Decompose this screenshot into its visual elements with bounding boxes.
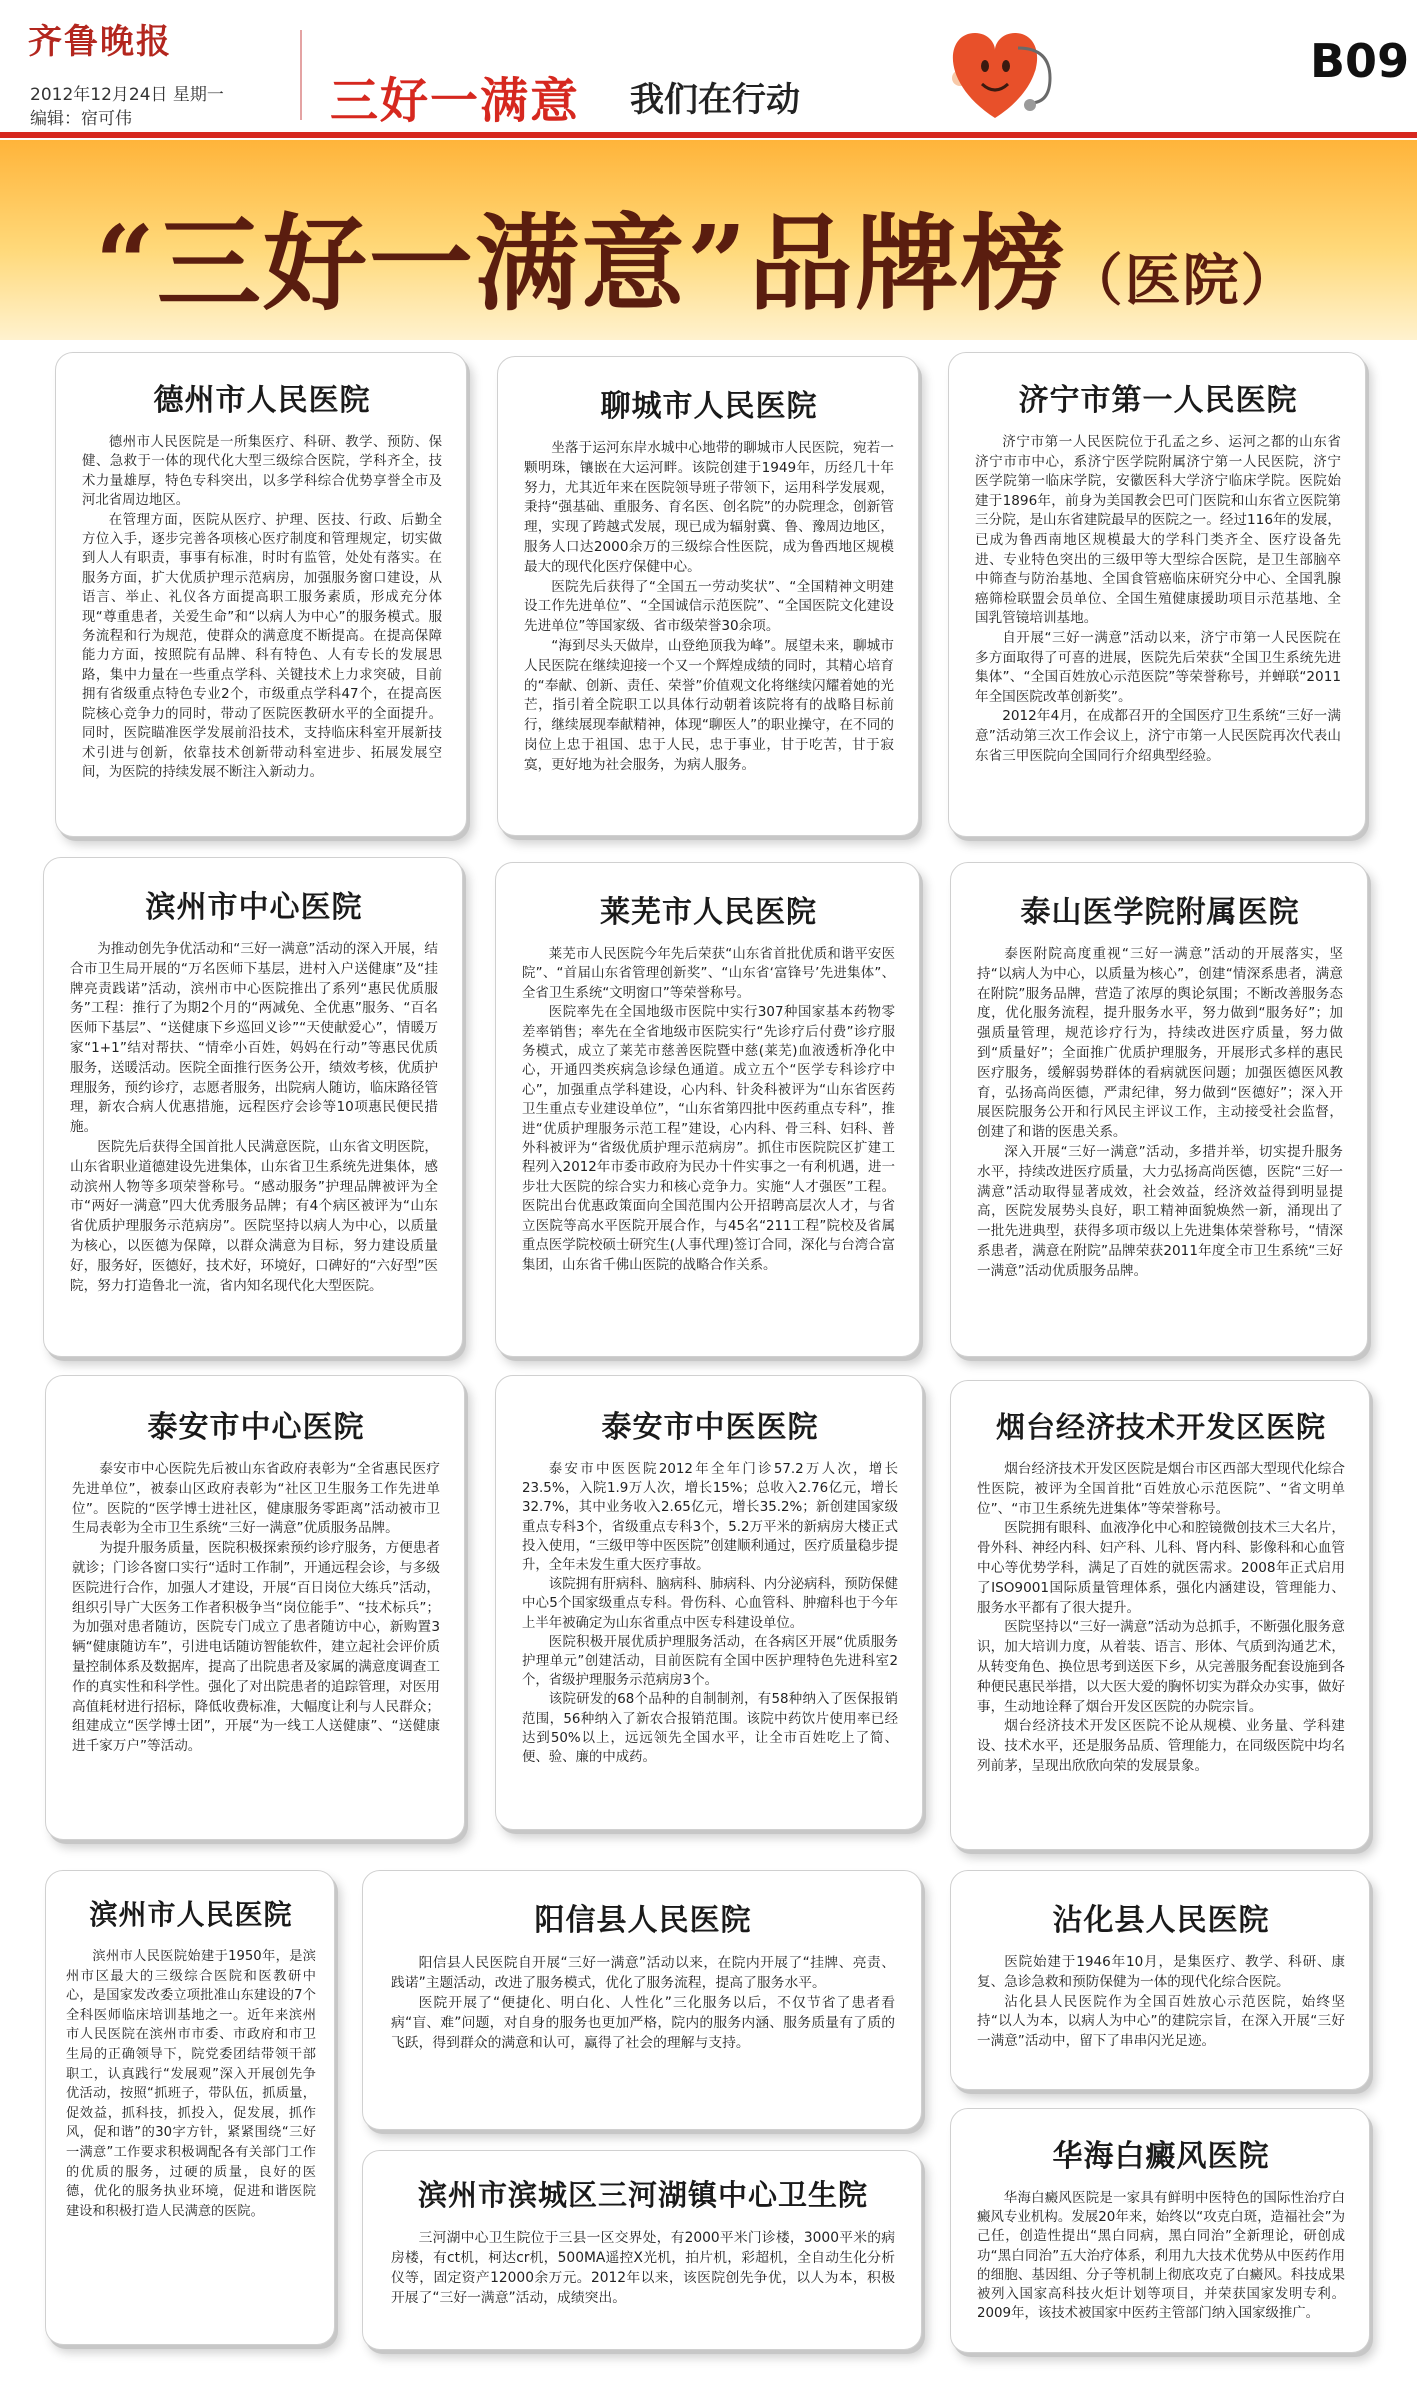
hospital-description <box>66 1947 316 2221</box>
hospital-paragraph: 该院研发的68个品种的自制制剂，有58种纳入了医保报销范围，56种纳入了新农合报销范围。该院中药饮片使用率已经达到50%以上，远远领先全国水平，让全市百姓吃上了简、便、验、廉的中成药。 <box>522 1692 898 1766</box>
hospital-paragraph: 医院积极开展优质护理服务活动，在各病区开展“优质服务护理单元”创建活动，目前医院有全国中医护理特色先进科室2个，省级护理服务示范病房3个。 <box>522 1634 898 1689</box>
hospital-paragraph: 济宁市第一人民医院位于孔孟之乡、运河之都的山东省济宁市市中心，系济宁医学院附属济宁第一人民医院，济宁医学院第一临床学院，安徽医科大学济宁临床学院。医院始建于1896年，前身为美国教会巴可门医院和山东省立医院第三分院，是山东省建院最早的医院之一。经过116年的发展，已成为鲁西南地区规模最大的学科门类齐全、医疗设备先进、专业特色突出的三级甲等大型综合医院，是卫生部脑卒中筛查与防治基地、全国食管癌临床研究分中心、全国乳腺癌筛检联盟会员单位、全国生殖健康援助项目示范基地、全国乳管镜培训基地。 <box>975 434 1341 627</box>
hospital-card <box>45 1375 465 1840</box>
page-title-sub: （医院） <box>1066 248 1299 314</box>
hospital-name: 德州市人民医院 <box>153 383 371 418</box>
hospital-card <box>55 352 467 837</box>
hospital-card <box>950 1870 1370 2090</box>
hospital-name: 济宁市第一人民医院 <box>1018 383 1298 418</box>
hospital-name: 滨州市滨城区三河湖镇中心卫生院 <box>417 2178 868 2212</box>
campaign-slogan-secondary: 我们在行动 <box>630 80 800 120</box>
hospital-paragraph: 烟台经济技术开发区医院是烟台市区西部大型现代化综合性医院，被评为全国首批“百姓放心示范医院”、“省文明单位”、“市卫生系统先进集体”等荣誉称号。 <box>977 1461 1345 1517</box>
hospital-card <box>950 2108 1370 2353</box>
hospital-card <box>950 1380 1370 1850</box>
hospital-description <box>975 433 1341 766</box>
hospital-paragraph: 医院开展了“便捷化、明白化、人性化”三化服务以后，不仅节省了患者看病“盲、难”问题，对自身的服务也更加严格，院内的服务内涵、服务质量有了质的飞跃，得到群众的满意和认可，赢得了社会的理解与支持。 <box>391 1995 895 2051</box>
header-divider <box>300 30 302 120</box>
hospital-name: 莱芜市人民医院 <box>600 895 817 930</box>
hospital-name: 泰安市中心医院 <box>147 1410 365 1445</box>
hospital-paragraph: 深入开展“三好一满意”活动，多措并举，切实提升服务水平，持续改进医疗质量，大力弘扬高尚医德，医院“三好一满意”活动取得显著成效，社会效益，经济效益得到明显提高，医院发展势头良好，职工精神面貌焕然一新，涌现出了一批先进典型，获得多项市级以上先进集体荣誉称号，“情深系患者，满意在附院”品牌荣获2011年度全市卫生系统“三好一满意”活动优质服务品牌。 <box>977 1143 1343 1279</box>
page-title-main: “三好一满意”品牌榜 <box>95 202 1067 325</box>
hospital-card <box>495 862 920 1357</box>
hospital-name: 泰安市中医医院 <box>601 1410 819 1445</box>
hospital-paragraph: 医院始建于1946年10月，是集医疗、教学、科研、康复、急诊急救和预防保健为一体的现代化综合医院。 <box>977 1954 1345 1990</box>
hospital-description <box>72 1460 440 1757</box>
hospital-description <box>522 1460 898 1767</box>
hospital-description <box>977 2189 1345 2323</box>
hospital-name: 聊城市人民医院 <box>600 389 818 424</box>
hospital-paragraph: 泰安市中心医院先后被山东省政府表彰为“全省惠民医疗先进单位”，被泰山区政府表彰为“社区卫生服务工作先进单位”。医院的“医学博士进社区，健康服务零距离”活动被市卫生局表彰为全市卫生系统“三好一满意”优质服务品牌。 <box>72 1461 440 1537</box>
hospital-name: 阳信县人民医院 <box>534 1903 752 1938</box>
hospital-name: 烟台经济技术开发区医院 <box>995 1410 1326 1444</box>
hospital-name: 滨州市人民医院 <box>89 1898 293 1931</box>
hospital-card <box>362 1870 922 2130</box>
hospital-paragraph: 自开展“三好一满意”活动以来，济宁市第一人民医院在多方面取得了可喜的进展，医院先后荣获“全国卫生系统先进集体”、“全国百姓放心示范医院”等荣誉称号，并蝉联“2011年全国医院改革创新奖”。 <box>975 629 1341 705</box>
hospital-description <box>524 439 894 776</box>
hospital-description <box>977 945 1343 1282</box>
hospital-paragraph: 德州市人民医院是一所集医疗、科研、教学、预防、保健、急救于一体的现代化大型三级综合医院，学科齐全，技术力量雄厚，特色专科突出，以多学科综合优势享誉全市及河北省周边地区。 <box>82 435 442 509</box>
hospital-description <box>70 940 438 1296</box>
hospital-card <box>950 862 1368 1357</box>
hospital-card <box>362 2150 922 2350</box>
issue-date: 2012年12月24日 星期一 <box>30 85 224 105</box>
campaign-slogan: 三好一满意 <box>330 73 581 129</box>
hospital-paragraph: “海到尽头天做岸，山登绝顶我为峰”。展望未来，聊城市人民医院在继续迎接一个又一个辉煌成绩的同时，其精心培育的“奉献、创新、责任、荣誉”价值观文化将继续闪耀着她的光芒，指引着全院职工以具体行动朝着该院将有的战略目标前行，继续展现奉献精神，体现“聊医人”的职业操守，在不同的岗位上忠于祖国、忠于人民，忠于事业，甘于吃苦，甘于寂寞，更好地为社会服务，为病人服务。 <box>524 637 894 773</box>
hospital-paragraph: 坐落于运河东岸水城中心地带的聊城市人民医院，宛若一颗明珠，镶嵌在大运河畔。该院创建于1949年，历经几十年努力，尤其近年来在医院领导班子带领下，运用科学发展观，秉持“强基础、重服务、育名医、创名院”的办院理念，创新管理，实现了跨越式发展，现已成为辐射冀、鲁、豫周边地区，服务人口达2000余万的三级综合性医院，成为鲁西地区规模最大的现代化医疗保健中心。 <box>524 440 894 575</box>
hospital-paragraph: 沾化县人民医院作为全国百姓放心示范医院，始终坚持“以人为本，以病人为中心”的建院宗旨，在深入开展“三好一满意”活动中，留下了串串闪光足迹。 <box>977 1993 1345 2050</box>
hospital-card <box>948 352 1366 837</box>
hospital-paragraph: 在管理方面，医院从医疗、护理、医技、行政、后勤全方位入手，逐步完善各项核心医疗制度和管理规定，切实做到人人有职责，事事有标准，时时有监管，处处有落实。在服务方面，扩大优质护理示范病房，加强服务窗口建设，从语言、举止、礼仪各方面提高职工服务素质，形成充分体现“尊重患者，关爱生命”和“以病人为中心”的服务模式。服务流程和行为规范，使群众的满意度不断提高。在提高保障能力方面，按照院有品牌、科有特色、人有专长的发展思路，集中力量在一些重点学科、关键技术上力求突破，目前拥有省级重点特色专业2个，市级重点学科47个，在提高医院核心竞争力的同时，带动了医院医教研水平的全面提升。同时，医院瞄准医学发展前沿技术，支持临床科室开展新技术引进与创新，依靠技术创新带动科室进步、拓展发展空间，为医院的持续发展不断注入新动力。 <box>82 512 442 780</box>
hospital-description <box>977 1953 1345 2052</box>
hospital-paragraph: 2012年4月，在成都召开的全国医疗卫生系统“三好一满意”活动第三次工作会议上，济宁市第一人民医院再次代表山东省三甲医院向全国同行介绍典型经验。 <box>975 708 1341 764</box>
heart-mascot-icon <box>900 8 1090 128</box>
hospital-paragraph: 为提升服务质量，医院积极探索预约诊疗服务，方便患者就诊；门诊各窗口实行“适时工作制”，开通远程会诊，与多级医院进行合作，加强人才建设，开展“百日岗位大练兵”活动，组织引导广大医务工作者积极争当“岗位能手”、“技术标兵”；为加强对患者随访，医院专门成立了患者随访中心，新购置3辆“健康随访车”，引进电话随访智能软件，建立起社会评价质量控制体系及数据库，提高了出院患者及家属的满意度调查工作的真实性和科学性。强化了对出院患者的追踪管理，对医用高值耗材进行招标，降低收费标准，大幅度让利与人民群众；组建成立“医学博士团”，开展“为一线工人送健康”、“送健康进千家万户”等活动。 <box>72 1540 441 1755</box>
hospital-card <box>497 356 919 836</box>
hospital-description <box>391 2228 895 2308</box>
hospital-paragraph: 医院先后获得了“全国五一劳动奖状”、“全国精神文明建设工作先进单位”、“全国诚信示范医院”、“全国医院文化建设先进单位”等国家级、省市级荣誉30余项。 <box>524 578 894 635</box>
hospital-name: 滨州市中心医院 <box>145 890 363 925</box>
hospital-card <box>495 1375 923 1830</box>
header-rule <box>0 132 1417 138</box>
hospital-name: 沾化县人民医院 <box>1052 1903 1270 1938</box>
hospital-paragraph: 医院拥有眼科、血液净化中心和腔镜微创技术三大名片，骨外科、神经内科、妇产科、儿科、肾内科、影像科和心血管中心等优势学科，满足了百姓的就医需求。2008年正式启用了ISO9001国际质量管理体系，强化内涵建设，管理能力、服务水平都有了很大提升。 <box>977 1520 1345 1616</box>
hospital-paragraph: 泰医附院高度重视“三好一满意”活动的开展落实，坚持“以病人为中心，以质量为核心”，创建“情深系患者，满意在附院”服务品牌，营造了浓厚的舆论氛围；不断改善服务态度，优化服务流程，提升服务水平，努力做到“服务好”；加强质量管理，规范诊疗行为，持续改进医疗质量，努力做到“质量好”；全面推广优质护理服务，开展形式多样的惠民医疗服务，缓解弱势群体的看病就医问题；加强医德医风教育，弘扬高尚医德，严肃纪律，努力做到“医德好”；深入开展医院服务公开和行风民主评议工作，主动接受社会监督，创建了和谐的医患关系。 <box>977 946 1343 1141</box>
hospital-description <box>82 433 442 782</box>
hospital-paragraph: 该院拥有肝病科、脑病科、肺病科、内分泌病科，预防保健中心5个国家级重点专科。骨伤科、心血管科、肿瘤科也于今年上半年被确定为山东省重点中医专科建设单位。 <box>522 1577 898 1631</box>
page-header <box>0 0 1417 140</box>
hospital-paragraph: 烟台经济技术开发区医院不论从规模、业务量、学科建设、技术水平，还是服务品质、管理能力，在同级医院中均名列前茅，呈现出欣欣向荣的发展景象。 <box>977 1718 1345 1774</box>
hospital-paragraph: 为推动创先争优活动和“三好一满意”活动的深入开展，结合市卫生局开展的“万名医师下基层，进村入户送健康”及“挂牌亮责践诺”活动，滨州市中心医院推出了系列“惠民优质服务”工程：推行了为期2个月的“两减免、全优惠”服务、“百名医师下基层”、“送健康下乡巡回义诊”“天使献爱心”，情暖万家“1+1”结对帮扶、“情牵小百姓，妈妈在行动”等惠民优质服务，送暖活动。医院全面推行医务公开，绩效考核，优质护理服务，预约诊疗，志愿者服务，出院病人随访，临床路径管理，新农合病人优惠措施，远程医疗会诊等10项惠民便民措施。 <box>70 941 438 1136</box>
hospital-paragraph: 医院先后获得全国首批人民满意医院，山东省文明医院，山东省职业道德建设先进集体，山东省卫生系统先进集体，感动滨州人物等多项荣誉称号。“感动服务”护理品牌被评为全市“两好一满意”四大优秀服务品牌；有4个病区被评为“山东省优质护理服务示范病房”。医院坚持以病人为中心，以质量为核心，以医德为保障，以群众满意为目标，努力建设质量好，服务好，医德好，技术好，环境好，口碑好的“六好型”医院，努力打造鲁北一流，省内知名现代化大型医院。 <box>70 1138 438 1294</box>
hospital-paragraph: 三河湖中心卫生院位于三县一区交界处，有2000平米门诊楼，3000平米的病房楼，有ct机，柯达cr机，500MA遥控X光机，拍片机，彩超机，全自动生化分析仪等，固定资产12000余万元。2012年以来，该医院创先争优，以人为本，积极开展了“三好一满意”活动，成绩突出。 <box>391 2230 895 2306</box>
hospital-name: 华海白癜风医院 <box>1052 2139 1270 2174</box>
hospital-name: 泰山医学院附属医院 <box>1020 895 1300 930</box>
newspaper-logo: 齐鲁晚报 <box>28 22 172 62</box>
hospital-paragraph: 滨州市人民医院始建于1950年，是滨州市区最大的三级综合医院和医教研中心，是国家发改委立项批准山东建设的7个全科医师临床培训基地之一。近年来滨州市人民医院在滨州市市委、市政府和市卫生局的正确领导下，院党委团结带领干部职工，认真践行“发展观”深入开展创先争优活动，按照“抓班子，带队伍，抓质量，促效益，抓科技，抓投入，促发展，抓作风，促和谐”的30字方针，紧紧围绕“三好一满意”工作要求积极调配各有关部门工作的优质的服务，过硬的质量，良好的医德，优化的服务执业环境，促进和谐医院建设和积极打造人民满意的医院。 <box>66 1949 316 2219</box>
page-number: B09 <box>1310 34 1410 88</box>
hospital-description <box>391 1953 895 2053</box>
hospital-description <box>977 1460 1345 1777</box>
hospital-card <box>45 1870 335 2345</box>
hospital-paragraph: 泰安市中医医院2012年全年门诊57.2万人次，增长23.5%，入院1.9万人次，增长15%；总收入2.76亿元，增长32.7%，其中业务收入2.65亿元，增长35.2%；新创建国家级重点专科3个，省级重点专科3个，5.2万平米的新病房大楼正式投入使用，“三级甲等中医医院”创建顺利通过，医疗质量稳步提升，全年未发生重大医疗事故。 <box>522 1462 898 1574</box>
hospital-paragraph: 莱芜市人民医院今年先后荣获“山东省首批优质和谐平安医院”、“首届山东省管理创新奖”、“山东省‘富锋号’先进集体”、全省卫生系统“文明窗口”等荣誉称号。 <box>522 947 895 1001</box>
hospital-paragraph: 医院率先在全国地级市医院中实行307种国家基本药物零差率销售；率先在全省地级市医院实行“先诊疗后付费”诊疗服务模式，成立了莱芜市慈善医院暨中慈(莱芜)血液透析净化中心，开通四类疾病急诊绿色通道。成立五个“医学专科诊疗中心”，加强重点学科建设，心内科、针灸科被评为“山东省医药卫生重点专业建设单位”，“山东省第四批中医药重点专科”，推进“优质护理服务示范工程”建设，心内科、骨三科、妇科、普外科被评为“省级优质护理示范病房”。抓住市医院院区扩建工程列入2012年市委市政府为民办十件实事之一有利机遇，进一步壮大医院的综合实力和核心竞争力。实施“人才强医”工程。医院出台优惠政策面向全国范围内公开招聘高层次人才，与省立医院等高水平医院开展合作，与45名“211工程”院校及省属重点医学院校硕士研究生(人事代理)签订合同，深化与台湾合富集团，山东省千佛山医院的战略合作关系。 <box>522 1005 895 1273</box>
hospital-paragraph: 医院坚持以“三好一满意”活动为总抓手，不断强化服务意识，加大培训力度，从着装、语言、形体、气质到沟通艺术，从转变角色、换位思考到送医下乡，从完善服务配套设施到各种便民惠民举措，以大医大爱的胸怀切实为群众办实事，做好事，生动地诠释了烟台开发区医院的办院宗旨。 <box>977 1619 1345 1715</box>
hospital-paragraph: 阳信县人民医院自开展“三好一满意”活动以来，在院内开展了“挂牌、亮责、践诺”主题活动，改进了服务模式，优化了服务流程，提高了服务水平。 <box>391 1955 895 1991</box>
page-title <box>95 180 1299 330</box>
editor-credit: 编辑：宿可伟 <box>30 109 132 129</box>
hospital-description <box>522 945 895 1275</box>
hospital-card <box>43 857 463 1357</box>
hospital-paragraph: 华海白癜风医院是一家具有鲜明中医特色的国际性治疗白癜风专业机构。发展20年来，始终以“攻克白斑，造福社会”为己任，创造性提出“黑白同病，黑白同治”全新理论，研创成功“黑白同治”五大治疗体系，利用九大技术优势从中医药作用的细胞、基因组、分子等机制上彻底攻克了白癜风。科技成果被列入国家高科技火炬计划等项目，并荣获国家发明专利。2009年，该技术被国家中医药主管部门纳入国家级推广。 <box>977 2191 1345 2322</box>
